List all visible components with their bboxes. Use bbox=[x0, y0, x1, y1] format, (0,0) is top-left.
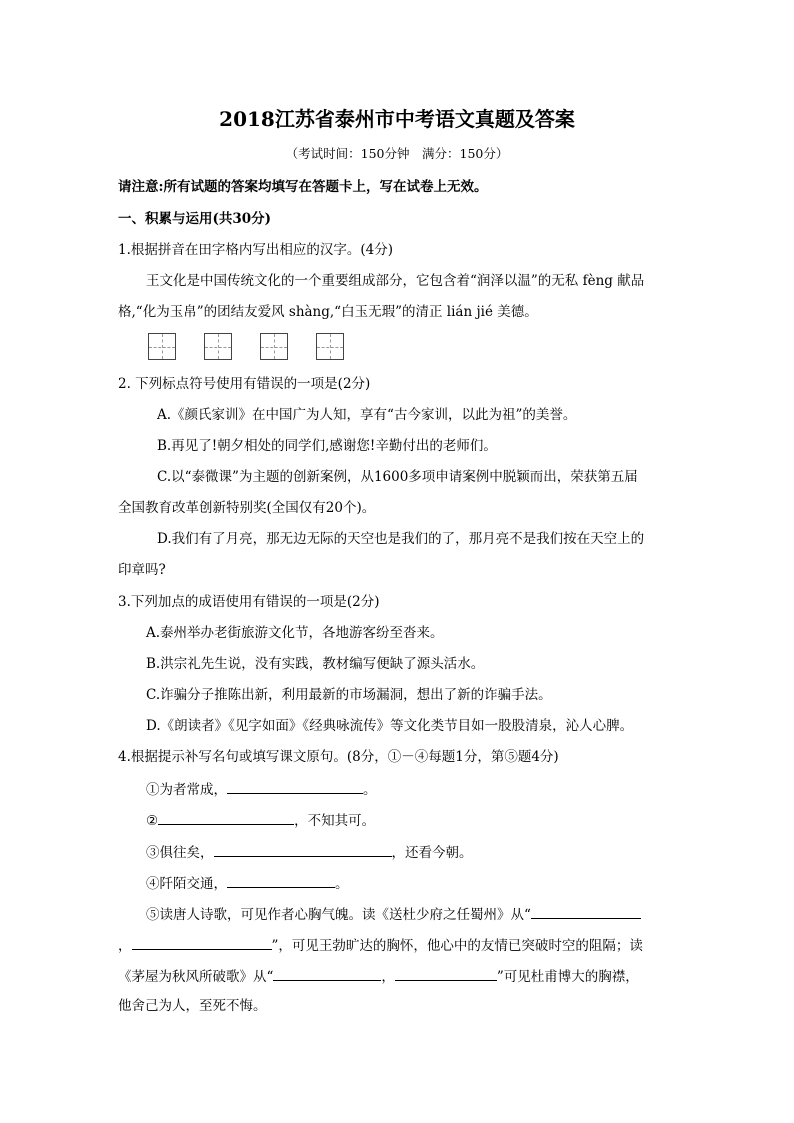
fill-text: ， bbox=[381, 969, 395, 985]
tianzige-box[interactable] bbox=[148, 333, 176, 360]
option-c: C.以“泰微课”为主题的创新案例，从1600多项申请案例中脱颖而出，荣获第五届 bbox=[157, 469, 638, 485]
fill-text: ”可见杜甫博大的胸襟， bbox=[496, 969, 639, 985]
option-d: D.我们有了月亮，那无边无际的天空也是我们的了，那月亮不是我们按在天空上的 bbox=[157, 531, 645, 547]
fill-item-3 bbox=[146, 842, 473, 862]
option-d-cont: 印章吗? bbox=[118, 562, 166, 578]
question-1-text: 格,“化为玉帛”的团结友爱风 shàng,“白玉无瑕”的清正 lián jié 美德。 bbox=[118, 304, 538, 320]
fill-item-1 bbox=[146, 779, 377, 799]
tianzige-box[interactable] bbox=[260, 333, 288, 360]
answer-blank[interactable] bbox=[227, 873, 335, 888]
question-4-stem: 4.根据提示补写名句或填写课文原句。(8分，①－④每题1分，第⑤题4分) bbox=[118, 749, 559, 765]
fill-text: ③俱往矣， bbox=[146, 845, 214, 861]
fill-item-5-cont bbox=[118, 935, 643, 955]
fill-item-4 bbox=[146, 873, 349, 893]
fill-item-5-cont bbox=[118, 966, 639, 986]
question-1-text: 王文化是中国传统文化的一个重要组成部分，它包含着“润泽以温”的无私 fèng 献品 bbox=[146, 273, 645, 289]
answer-blank[interactable] bbox=[273, 966, 381, 981]
question-1-stem: 1.根据拼音在田字格内写出相应的汉字。(4分) bbox=[118, 242, 394, 258]
tianzige-box[interactable] bbox=[204, 333, 232, 360]
tianzige-box[interactable] bbox=[316, 333, 344, 360]
exam-info: （考试时间：150分钟 满分：150分） bbox=[285, 146, 509, 161]
fill-text: ④阡陌交通， bbox=[146, 876, 227, 892]
document-title: 2018江苏省泰州市中考语文真题及答案 bbox=[219, 107, 575, 131]
question-2-stem: 2. 下列标点符号使用有错误的一项是(2分) bbox=[118, 376, 371, 392]
option-a: A.泰州举办老街旅游文化节，各地游客纷至沓来。 bbox=[146, 625, 444, 641]
fill-text: ，还看今朝。 bbox=[391, 845, 473, 861]
fill-text: ⑤读唐人诗歌，可见作者心胸气魄。读《送杜少府之任蜀州》从“ bbox=[146, 907, 531, 923]
fill-text: 。 bbox=[335, 876, 349, 892]
option-a: A.《颜氏家训》在中国广为人知，享有“古今家训，以此为祖”的美誉。 bbox=[157, 407, 577, 423]
fill-item-5-cont: 他舍己为人，至死不悔。 bbox=[118, 998, 267, 1014]
option-c-cont: 全国教育改革创新特别奖(全国仅有20个)。 bbox=[118, 500, 376, 516]
option-c: C.诈骗分子推陈出新，利用最新的市场漏洞，想出了新的诈骗手法。 bbox=[146, 687, 552, 703]
fill-item-2 bbox=[146, 810, 375, 830]
fill-item-5 bbox=[146, 904, 641, 924]
fill-text: ， bbox=[118, 938, 132, 954]
fill-text: 。 bbox=[363, 782, 377, 798]
fill-text: ”，可见王勃旷达的胸怀，他心中的友情已突破时空的阻隔；读 bbox=[271, 938, 643, 954]
option-b: B.洪宗礼先生说，没有实践，教材编写便缺了源头活水。 bbox=[146, 656, 485, 672]
option-d: D.《朗读者》《见字如面》《经典咏流传》等文化类节目如一股股清泉，沁人心脾。 bbox=[146, 718, 634, 734]
answer-blank[interactable] bbox=[227, 779, 363, 794]
fill-text: ，不知其可。 bbox=[294, 813, 376, 829]
answer-blank[interactable] bbox=[132, 935, 272, 950]
option-b: B.再见了!朝夕相处的同学们,感谢您!辛勤付出的老师们。 bbox=[157, 438, 497, 454]
answer-blank[interactable] bbox=[531, 904, 641, 919]
notice: 请注意:所有试题的答案均填写在答题卡上，写在试卷上无效。 bbox=[118, 179, 488, 195]
answer-blank[interactable] bbox=[158, 810, 294, 825]
answer-blank[interactable] bbox=[395, 966, 497, 981]
fill-text: 《茅屋为秋风所破歌》从“ bbox=[118, 969, 274, 985]
answer-blank[interactable] bbox=[214, 842, 392, 857]
fill-text: ①为者常成， bbox=[146, 782, 227, 798]
section-heading: 一、积累与运用(共30分) bbox=[118, 211, 272, 227]
question-3-stem: 3.下列加点的成语使用有错误的一项是(2分) bbox=[118, 594, 380, 610]
fill-text: ② bbox=[146, 813, 159, 829]
